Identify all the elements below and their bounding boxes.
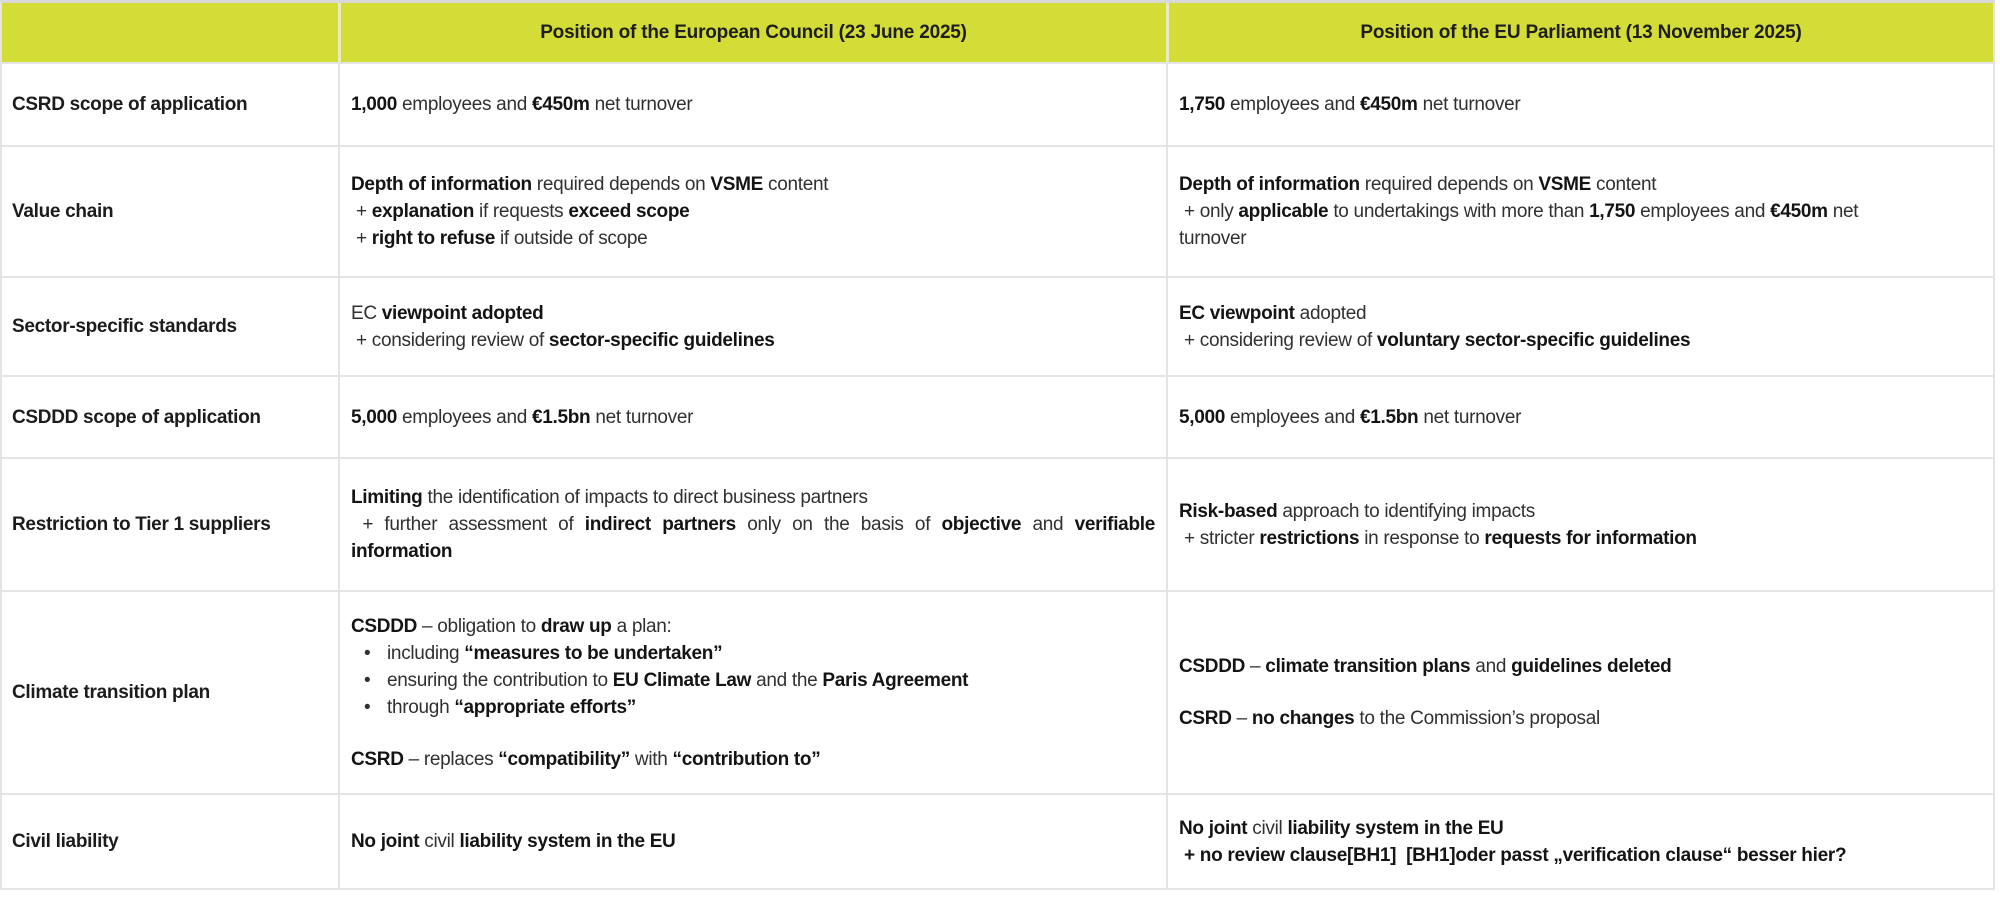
header-council-cell: Position of the European Council (23 June 2025) (338, 3, 1166, 62)
text-line: Risk-based approach to identifying impacts (1179, 500, 1535, 522)
council-position-cell (338, 592, 1166, 793)
row-label: Sector-specific standards (12, 316, 237, 337)
text-line: 1,750 employees and €450m net turnover (1179, 94, 1521, 115)
text-line: CSRD – no changes to the Commission’s proposal (1179, 708, 1600, 729)
paragraph-gap (351, 721, 1155, 746)
text-line: + explanation if requests exceed scope (351, 201, 690, 222)
bullet-line: • including “measures to be undertaken” (351, 640, 1155, 667)
bullet-line: • ensuring the contribution to EU Climate Law and the Paris Agreement (351, 667, 1155, 694)
row-label-cell (2, 795, 338, 888)
text-line: + right to refuse if outside of scope (351, 228, 648, 249)
text-line: + considering review of sector-specific guidelines (351, 329, 775, 351)
council-position-cell (338, 278, 1166, 375)
paragraph-gap (1179, 680, 1982, 705)
bullet-glyph: • (364, 696, 371, 718)
parliament-position-cell (1166, 377, 1993, 457)
bullet-glyph: • (364, 669, 371, 691)
row-label-cell (2, 592, 338, 793)
text-line: + no review clause[BH1] [BH1]oder passt „verification clause“ besser hier? (1179, 844, 1847, 866)
row-label-cell (2, 147, 338, 276)
text-line: Limiting the identification of impacts to direct business partners (351, 487, 868, 508)
row-label: CSDDD scope of application (12, 406, 261, 428)
parliament-position-cell (1166, 795, 1993, 888)
table-row-csrd-scope (2, 62, 1993, 145)
text-line: + only applicable to undertakings with more than 1,750 employees and €450m net (1179, 201, 1859, 222)
parliament-position-cell (1166, 147, 1993, 276)
council-position-cell (338, 147, 1166, 276)
text-line: CSDDD – climate transition plans and guidelines deleted (1179, 656, 1672, 677)
parliament-position-cell (1166, 592, 1993, 793)
parliament-position-cell (1166, 459, 1993, 590)
row-label-cell (2, 64, 338, 145)
text-line: No joint civil liability system in the EU (1179, 817, 1504, 839)
table-row-sector-standards (2, 276, 1993, 375)
text-line: + considering review of voluntary sector-specific guidelines (1179, 329, 1691, 351)
parliament-position-cell (1166, 64, 1993, 145)
text-line: 5,000 employees and €1.5bn net turnover (1179, 406, 1522, 428)
header-corner-cell (2, 3, 338, 62)
text-line: + stricter restrictions in response to requests for information (1179, 527, 1697, 549)
parliament-position-cell (1166, 278, 1993, 375)
bullet-glyph: • (364, 642, 371, 664)
council-position-cell (338, 795, 1166, 888)
row-label-cell (2, 377, 338, 457)
header-parliament-cell: Position of the EU Parliament (13 November 2025) (1166, 3, 1993, 62)
text-line: information (351, 541, 453, 562)
row-label-cell (2, 459, 338, 590)
table-body (2, 62, 1993, 888)
text-line: 5,000 employees and €1.5bn net turnover (351, 406, 694, 428)
table-header-row (2, 3, 1993, 62)
bullet-line: • through “appropriate efforts” (351, 694, 1155, 721)
row-label: Restriction to Tier 1 suppliers (12, 514, 271, 535)
text-line: 1,000 employees and €450m net turnover (351, 94, 693, 115)
table-row-value-chain (2, 145, 1993, 276)
text-line: EC viewpoint adopted (351, 302, 544, 324)
text-line: Depth of information required depends on VSME content (1179, 174, 1657, 195)
table-row-csddd-scope (2, 375, 1993, 457)
row-label: Climate transition plan (12, 682, 210, 703)
council-position-cell (338, 459, 1166, 590)
council-position-cell (338, 64, 1166, 145)
row-label-cell (2, 278, 338, 375)
text-line: CSRD – replaces “compatibility” with “contribution to” (351, 748, 821, 770)
table-row-climate-plan (2, 590, 1993, 793)
text-line: + further assessment of indirect partners only on the basis of objective and verifiable (351, 514, 1155, 535)
text-line: Depth of information required depends on VSME content (351, 174, 829, 195)
council-position-cell (338, 377, 1166, 457)
row-label: Civil liability (12, 831, 119, 852)
text-line: No joint civil liability system in the EU (351, 831, 676, 852)
row-label: Value chain (12, 201, 114, 222)
text-line: EC viewpoint adopted (1179, 302, 1367, 324)
table-row-civil-liability (2, 793, 1993, 888)
text-line: CSDDD – obligation to draw up a plan: (351, 615, 672, 637)
text-line: turnover (1179, 228, 1247, 249)
row-label: CSRD scope of application (12, 94, 248, 115)
table-row-tier1-restriction (2, 457, 1993, 590)
